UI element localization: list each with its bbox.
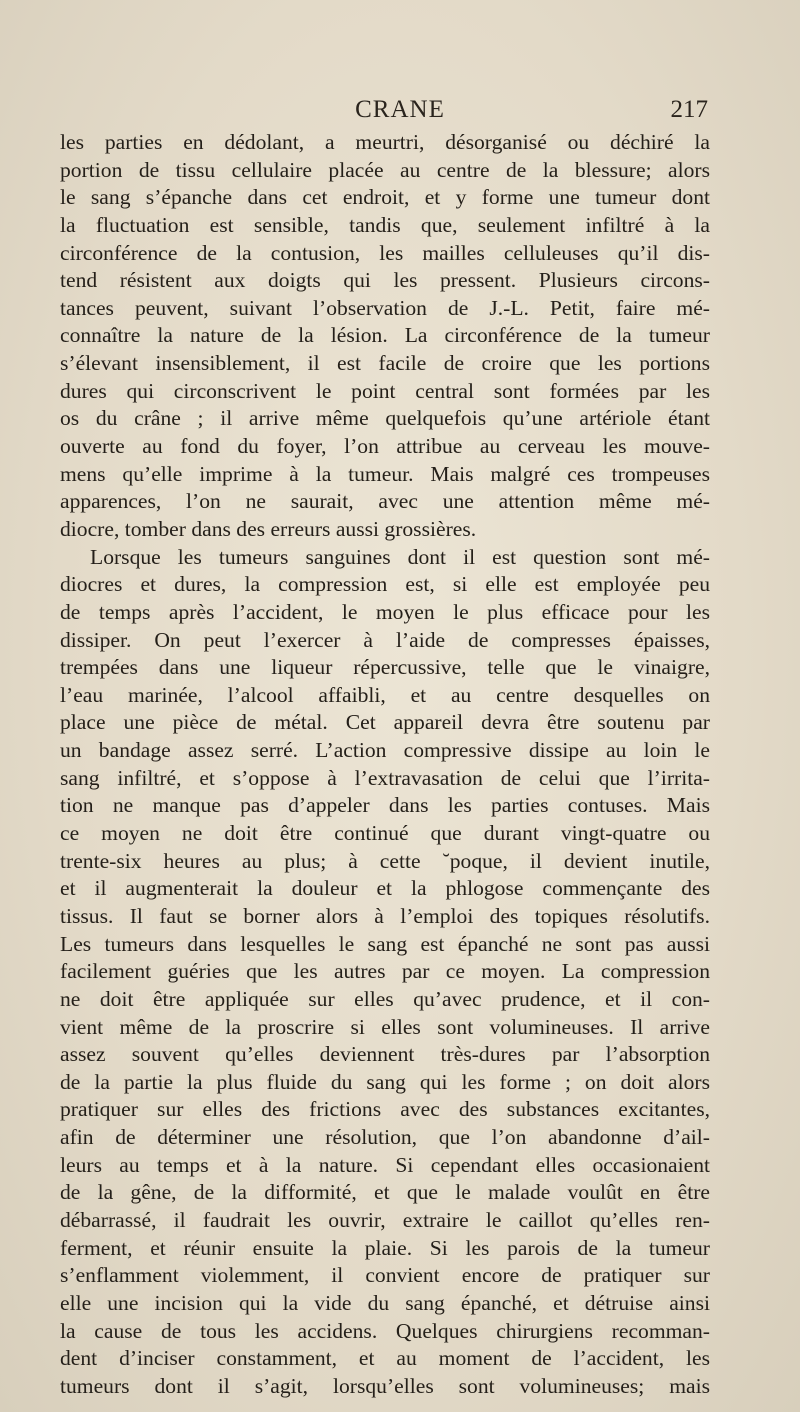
text-line: dures qui circonscrivent le point central sont formées par les [60,378,710,403]
text-line: place une pièce de métal. Cet appareil devra être soutenu par [60,710,710,735]
text-line: leurs au temps et à la nature. Si cependant elles occasionaient [60,1152,710,1177]
text-line: Lorsque les tumeurs sanguines dont il est question sont mé- [90,544,710,569]
text-line: afin de déterminer une résolution, que l’on abandonne d’ail- [60,1125,710,1150]
text-line: apparences, l’on ne saurait, avec une attention même mé- [60,489,710,514]
text-line: de la gêne, de la difformité, et que le malade voulût en être [60,1180,710,1205]
text-line: ouverte au fond du foyer, l’on attribue au cerveau les mouve- [60,434,710,459]
text-line: facilement guéries que les autres par ce moyen. La compression [60,959,710,984]
text-line: le sang s’épanche dans cet endroit, et y forme une tumeur dont [60,185,710,210]
text-line: assez souvent qu’elles deviennent très-dures par l’absorption [60,1042,710,1067]
text-line: tances peuvent, suivant l’observation de J.-L. Petit, faire mé- [60,295,710,320]
text-line: elle une incision qui la vide du sang épanché, et détruise ainsi [60,1290,710,1315]
text-line: de temps après l’accident, le moyen le plus efficace pour les [60,599,710,624]
text-line: s’enflamment violemment, il convient encore de pratiquer sur [60,1263,710,1288]
text-line: tion ne manque pas d’appeler dans les parties contuses. Mais [60,793,710,818]
body-text [60,129,710,1400]
text-line: pratiquer sur elles des frictions avec des substances excitantes, [60,1097,710,1122]
text-line: et il augmenterait la douleur et la phlogose commençante des [60,876,710,901]
page-number: 217 [670,96,708,123]
text-line: Les tumeurs dans lesquelles le sang est épanché ne sont pas aussi [60,931,710,956]
text-line: la fluctuation est sensible, tandis que, seulement infiltré à la [60,212,710,237]
page-header [0,96,800,132]
text-line: dissiper. On peut l’exercer à l’aide de compresses épaisses, [60,627,710,652]
text-line: portion de tissu cellulaire placée au centre de la blessure; alors [60,157,710,182]
text-line: diocre, tomber dans des erreurs aussi grossières. [60,516,477,541]
text-line: tumeurs dont il s’agit, lorsqu’elles sont volumineuses; mais [60,1373,710,1398]
text-line: circonférence de la contusion, les mailles celluleuses qu’il dis- [60,240,710,265]
text-line: les parties en dédolant, a meurtri, désorganisé ou déchiré la [60,130,710,154]
text-line: diocres et dures, la compression est, si elle est employée peu [60,572,710,597]
text-line: tissus. Il faut se borner alors à l’emploi des topiques résolutifs. [60,903,710,928]
text-line: sang infiltré, et s’oppose à l’extravasation de celui que l’irrita- [60,765,710,790]
text-line: la cause de tous les accidens. Quelques chirurgiens recomman- [60,1318,710,1343]
text-line: ferment, et réunir ensuite la plaie. Si les parois de la tumeur [60,1235,710,1260]
text-line: mens qu’elle imprime à la tumeur. Mais malgré ces trompeuses [60,461,710,486]
text-line: ce moyen ne doit être continué que durant vingt-quatre ou [60,821,710,846]
text-line: s’élevant insensiblement, il est facile de croire que les portions [60,351,710,376]
running-title: CRANE [355,96,445,123]
text-line: l’eau marinée, l’alcool affaibli, et au centre desquelles on [60,682,710,707]
text-line: de la partie la plus fluide du sang qui les forme ; on doit alors [60,1069,710,1094]
text-line: trente-six heures au plus; à cette ˘poque, il devient inutile, [60,848,710,873]
text-line: tend résistent aux doigts qui les pressent. Plusieurs circons- [60,268,710,293]
text-line: trempées dans une liqueur répercussive, telle que le vinaigre, [60,655,710,680]
text-line: vient même de la proscrire si elles sont volumineuses. Il arrive [60,1014,710,1039]
text-line: débarrassé, il faudrait les ouvrir, extraire le caillot qu’elles ren- [60,1207,710,1232]
text-line: ne doit être appliquée sur elles qu’avec prudence, et il con- [60,986,710,1011]
text-line: os du crâne ; il arrive même quelquefois qu’une artériole étant [60,406,710,431]
text-line: connaître la nature de la lésion. La circonférence de la tumeur [60,323,710,348]
text-line: dent d’inciser constamment, et au moment de l’accident, les [60,1346,710,1371]
text-line: un bandage assez serré. L’action compressive dissipe au loin le [60,738,710,763]
